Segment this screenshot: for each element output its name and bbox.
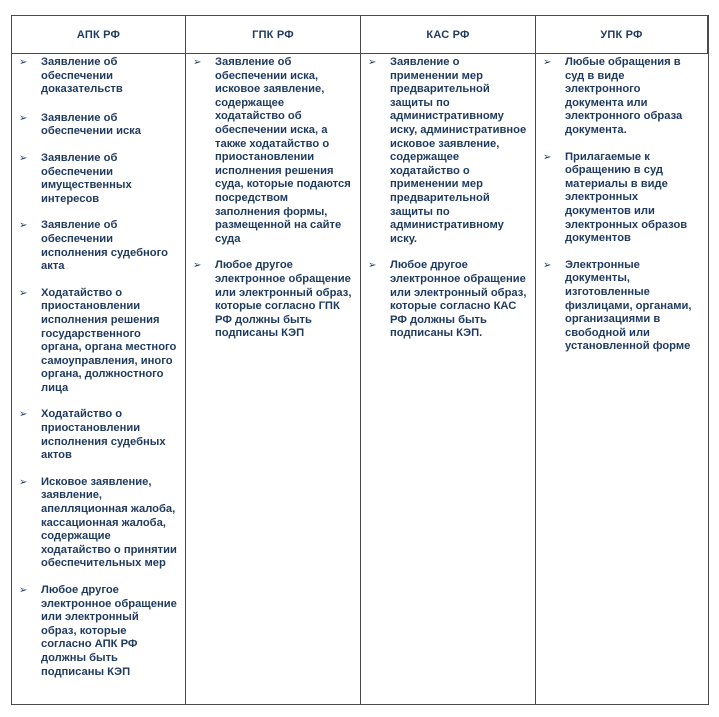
list-item: ➢ Электронные документы, изготовленные физлицами, органами, организациями в свободной или установленной форме	[543, 258, 692, 353]
apk-list	[19, 56, 177, 679]
kas-list	[368, 56, 527, 341]
list-item: ➢ Заявление об обеспечении иска	[19, 111, 141, 138]
column-upk	[536, 54, 708, 704]
list-item: ➢ Заявление о применении мер предварительной защиты по административному иску, административное исковое заявление, содержащее ходатайство о применении мер предварительной защиты по административному иску.	[368, 56, 527, 245]
arrowhead-bullet-icon: ➢	[193, 260, 202, 272]
list-item: ➢ Прилагаемые к обращению в суд материалы в виде электронных документов или электронных образов документов	[543, 150, 688, 245]
list-item: ➢ Заявление об обеспечении доказательств	[19, 56, 123, 96]
arrowhead-bullet-icon: ➢	[543, 259, 552, 271]
arrowhead-bullet-icon: ➢	[19, 585, 28, 596]
arrowhead-bullet-icon: ➢	[19, 112, 28, 124]
list-item: ➢ Заявление об обеспечении исполнения судебного акта	[19, 219, 168, 273]
arrowhead-bullet-icon: ➢	[368, 260, 377, 272]
header-upk: УПК РФ	[536, 16, 708, 54]
list-item: ➢ Заявление об обеспечении иска, исковое заявление, содержащее ходатайство об обеспечении иска, а также ходатайство о приостановлении исполнения решения суда, которые подаются посредством заполнения формы, размещенной на сайте суда	[193, 56, 351, 245]
arrowhead-bullet-icon: ➢	[19, 220, 28, 232]
header-apk: АПК РФ	[12, 16, 186, 54]
arrowhead-bullet-icon: ➢	[19, 476, 28, 488]
list-item: ➢ Любые обращения в суд в виде электронного документа или электронного образа документа.	[543, 56, 683, 136]
list-item: ➢ Заявление об обеспечении имущественных интересов	[19, 151, 132, 205]
arrowhead-bullet-icon: ➢	[19, 57, 28, 68]
comparison-table	[11, 15, 709, 705]
list-item: ➢ Любое другое электронное обращение или электронный образ, которые согласно КАС РФ должны быть подписаны КЭП.	[368, 259, 527, 340]
column-gpk	[186, 54, 361, 704]
arrowhead-bullet-icon: ➢	[19, 152, 28, 164]
list-item: ➢ Ходатайство о приостановлении исполнения решения государственного органа, органа местного самоуправления, иного органа, должностного лица	[19, 286, 177, 394]
gpk-list	[193, 56, 352, 341]
arrowhead-bullet-icon: ➢	[368, 57, 377, 68]
column-kas	[361, 54, 536, 704]
header-kas: КАС РФ	[361, 16, 536, 54]
header-gpk: ГПК РФ	[186, 16, 361, 54]
arrowhead-bullet-icon: ➢	[193, 57, 202, 68]
list-item: ➢ Любое другое электронное обращение или электронный образ, которые согласно АПК РФ должны быть подписаны КЭП	[19, 584, 177, 678]
column-apk	[12, 54, 186, 704]
list-item: ➢ Исковое заявление, заявление, апелляционная жалоба, кассационная жалоба, содержащие ходатайство о принятии обеспечительных мер	[19, 475, 177, 570]
arrowhead-bullet-icon: ➢	[543, 151, 552, 163]
arrowhead-bullet-icon: ➢	[19, 287, 28, 299]
list-item: ➢ Ходатайство о приостановлении исполнения судебных актов	[19, 408, 166, 462]
arrowhead-bullet-icon: ➢	[19, 409, 28, 421]
arrowhead-bullet-icon: ➢	[543, 57, 552, 68]
upk-list	[543, 56, 700, 354]
list-item: ➢ Любое другое электронное обращение или электронный образ, которые согласно ГПК РФ должны быть подписаны КЭП	[193, 259, 352, 340]
